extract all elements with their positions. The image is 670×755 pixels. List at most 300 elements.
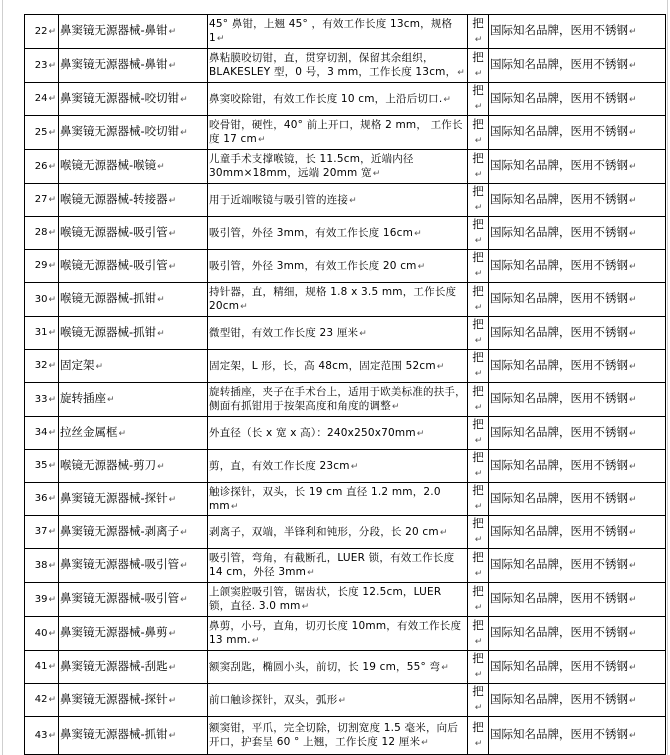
- item-unit-text: 把: [472, 283, 484, 298]
- paragraph-mark-icon: ↵: [629, 261, 637, 272]
- paragraph-mark-icon: ↵: [180, 94, 188, 105]
- item-unit-text: 把: [472, 383, 484, 398]
- row-number-text: 28: [34, 227, 48, 238]
- item-note: [489, 116, 666, 150]
- item-spec: [208, 684, 468, 717]
- item-spec-text: 吸引管，外径 3mm，有效工作长度 20 cm: [209, 259, 417, 272]
- item-name: [59, 583, 208, 617]
- paragraph-mark-icon: ↵: [349, 195, 357, 206]
- row-number: [25, 483, 59, 516]
- item-unit: [468, 317, 489, 350]
- row-number: [25, 15, 59, 49]
- item-name-text: 喉镜无源器械-转接器: [60, 191, 168, 206]
- paragraph-mark-icon: ↵: [474, 436, 483, 446]
- paragraph-mark-icon: ↵: [474, 636, 483, 647]
- item-name-text: 鼻窦镜无源器械-吸引管: [60, 557, 180, 571]
- paragraph-mark-icon: ↵: [180, 128, 188, 138]
- row-number: [25, 283, 59, 317]
- item-unit-text: 把: [472, 450, 484, 464]
- paragraph-mark-icon: ↵: [307, 568, 315, 578]
- paragraph-mark-icon: ↵: [629, 195, 637, 206]
- table-row: [25, 49, 666, 83]
- item-name: [59, 483, 208, 516]
- item-unit: [468, 150, 489, 184]
- paragraph-mark-icon: ↵: [157, 461, 165, 472]
- item-spec-text: 前口触诊探针，双头，弧形: [209, 693, 338, 706]
- row-number-text: 34: [34, 427, 48, 438]
- table-row: [25, 617, 666, 651]
- row-number: [25, 49, 59, 83]
- item-spec: [208, 383, 468, 417]
- item-spec-text: 额窦刮匙，椭圆小头，前切，长 19 cm，55° 弯: [209, 660, 441, 673]
- item-name-text: 喉镜无源器械-吸引管: [60, 224, 168, 239]
- paragraph-mark-icon: ↵: [474, 738, 483, 749]
- item-spec-text: 鼻粘膜咬切钳，直，贯穿切割，保留其余组织，BLAKESLEY 型，0 号，3 mm，工作长度 13cm，: [209, 52, 457, 78]
- paragraph-mark-icon: ↵: [629, 128, 637, 138]
- item-spec: [208, 450, 468, 483]
- item-note-text: 国际知名品牌，医用不锈钢: [490, 257, 628, 272]
- item-unit-text: 把: [472, 49, 484, 64]
- paragraph-mark-icon: ↵: [474, 502, 483, 512]
- item-name-text: 鼻窦镜无源器械-刮匙: [60, 658, 168, 673]
- item-name-text: 鼻窦镜无源器械-鼻剪: [60, 625, 168, 639]
- item-name-text: 喉镜无源器械-喉镜: [60, 158, 157, 172]
- item-note-text: 国际知名品牌，医用不锈钢: [490, 357, 628, 372]
- paragraph-mark-icon: ↵: [474, 302, 483, 313]
- row-number-text: 32: [34, 360, 48, 371]
- row-number-text: 35: [34, 460, 48, 471]
- item-spec-text: 持针器，直，精细，规格 1.8 x 3.5 mm，工作长度 20cm: [209, 286, 457, 312]
- paragraph-mark-icon: ↵: [48, 294, 56, 305]
- item-unit-text: 把: [472, 150, 484, 165]
- row-number: [25, 250, 59, 283]
- item-note-text: 国际知名品牌，医用不锈钢: [490, 557, 628, 571]
- item-unit: [468, 417, 489, 450]
- item-spec: [208, 150, 468, 184]
- item-name-text: 喉镜无源器械-抓钳: [60, 291, 157, 305]
- paragraph-mark-icon: ↵: [474, 369, 483, 379]
- paragraph-mark-icon: ↵: [168, 695, 177, 706]
- paragraph-mark-icon: ↵: [629, 328, 637, 339]
- item-note-text: 国际知名品牌，医用不锈钢: [490, 90, 628, 105]
- item-note-text: 国际知名品牌，医用不锈钢: [490, 457, 628, 472]
- paragraph-mark-icon: ↵: [474, 102, 483, 112]
- row-number-text: 25: [34, 126, 48, 138]
- row-number: [25, 450, 59, 483]
- paragraph-mark-icon: ↵: [414, 228, 422, 239]
- paragraph-mark-icon: ↵: [180, 527, 188, 538]
- item-name: [59, 617, 208, 651]
- item-spec: [208, 250, 468, 283]
- item-note-text: 国际知名品牌，医用不锈钢: [490, 291, 628, 305]
- item-name-text: 鼻窦镜无源器械-抓钳: [60, 727, 168, 741]
- item-note: [489, 383, 666, 417]
- item-unit-text: 把: [472, 651, 484, 665]
- table-row: [25, 717, 666, 755]
- paragraph-mark-icon: ↵: [168, 629, 177, 639]
- item-spec: [208, 549, 468, 583]
- item-spec-text: 咬骨钳，硬性，40° 前上开口，规格 2 mm， 工作长度 17 cm: [209, 119, 463, 145]
- item-unit-text: 把: [472, 317, 484, 331]
- item-spec: [208, 15, 468, 49]
- item-spec-text: 触诊探针，双头，长 19 cm 直径 1.2 mm，2.0 mm: [209, 485, 441, 512]
- table-row: [25, 483, 666, 516]
- paragraph-mark-icon: ↵: [168, 27, 177, 37]
- item-note: [489, 717, 666, 755]
- table-row: [25, 684, 666, 717]
- item-name-text: 鼻窦镜无源器械-吸引管: [60, 591, 180, 605]
- item-unit: [468, 350, 489, 383]
- paragraph-mark-icon: ↵: [48, 428, 56, 438]
- paragraph-mark-icon: ↵: [338, 695, 347, 706]
- item-note-text: 国际知名品牌，医用不锈钢: [490, 727, 628, 741]
- row-number-text: 29: [34, 260, 48, 271]
- item-unit-text: 把: [472, 350, 484, 364]
- item-unit: [468, 116, 489, 150]
- paragraph-mark-icon: ↵: [629, 629, 637, 639]
- row-number-text: 43: [34, 729, 48, 741]
- item-name: [59, 383, 208, 417]
- row-number: [25, 549, 59, 583]
- paragraph-mark-icon: ↵: [629, 94, 637, 105]
- row-number-text: 27: [34, 194, 48, 205]
- item-name: [59, 283, 208, 317]
- item-note-text: 国际知名品牌，医用不锈钢: [490, 625, 628, 639]
- item-note-text: 国际知名品牌，医用不锈钢: [490, 57, 628, 71]
- item-name: [59, 417, 208, 450]
- item-note-text: 国际知名品牌，医用不锈钢: [490, 191, 628, 206]
- row-number: [25, 150, 59, 184]
- paragraph-mark-icon: ↵: [629, 695, 637, 706]
- item-unit: [468, 217, 489, 250]
- paragraph-mark-icon: ↵: [350, 461, 359, 472]
- item-name-text: 喉镜无源器械-吸引管: [60, 257, 168, 272]
- item-note: [489, 350, 666, 383]
- item-note-text: 国际知名品牌，医用不锈钢: [490, 224, 628, 239]
- table-row: [25, 583, 666, 617]
- paragraph-mark-icon: ↵: [48, 730, 56, 741]
- item-name-text: 鼻窦镜无源器械-咬切钳: [60, 124, 180, 138]
- item-note-text: 国际知名品牌，医用不锈钢: [490, 324, 628, 339]
- table-row: [25, 184, 666, 217]
- item-unit: [468, 549, 489, 583]
- item-unit-text: 把: [472, 617, 484, 632]
- paragraph-mark-icon: ↵: [48, 60, 56, 71]
- item-spec-text: 固定架，L 形，长，高 48cm，固定范围 52cm: [209, 359, 436, 372]
- row-number: [25, 217, 59, 250]
- item-unit-text: 把: [472, 417, 484, 431]
- paragraph-mark-icon: ↵: [629, 27, 637, 37]
- item-name: [59, 217, 208, 250]
- row-number-text: 38: [34, 559, 48, 571]
- item-note: [489, 317, 666, 350]
- paragraph-mark-icon: ↵: [629, 527, 637, 538]
- item-spec-text: 鼻剪，小号，直角，切刃长度 10mm，有效工作长度 13 mm.: [209, 620, 462, 646]
- table-row: [25, 116, 666, 150]
- item-unit: [468, 15, 489, 49]
- table-row: [25, 83, 666, 116]
- item-note-text: 国际知名品牌，医用不锈钢: [490, 391, 628, 405]
- item-note: [489, 583, 666, 617]
- item-spec: [208, 617, 468, 651]
- paragraph-mark-icon: ↵: [168, 662, 177, 673]
- paragraph-mark-icon: ↵: [180, 595, 188, 605]
- paragraph-mark-icon: ↵: [629, 61, 637, 71]
- paragraph-mark-icon: ↵: [48, 261, 56, 271]
- item-spec-text: 45° 鼻钳，上翘 45° ，有效工作长度 13cm，规格 1: [209, 18, 453, 44]
- item-note: [489, 83, 666, 116]
- paragraph-mark-icon: ↵: [240, 302, 248, 312]
- table-row: [25, 383, 666, 417]
- item-unit: [468, 617, 489, 651]
- item-note: [489, 450, 666, 483]
- row-number: [25, 516, 59, 549]
- paragraph-mark-icon: ↵: [118, 428, 127, 439]
- item-name: [59, 150, 208, 184]
- item-unit-text: 把: [472, 583, 484, 598]
- table-row: [25, 417, 666, 450]
- item-note: [489, 417, 666, 450]
- item-note-text: 国际知名品牌，医用不锈钢: [490, 158, 628, 172]
- paragraph-mark-icon: ↵: [216, 34, 225, 44]
- item-name-text: 固定架: [60, 357, 95, 372]
- item-unit: [468, 250, 489, 283]
- paragraph-mark-icon: ↵: [457, 68, 466, 78]
- row-number-text: 42: [34, 694, 48, 705]
- paragraph-mark-icon: ↵: [168, 195, 177, 206]
- item-unit-text: 把: [472, 116, 484, 131]
- item-unit-text: 把: [472, 83, 484, 97]
- item-unit-text: 把: [472, 184, 484, 198]
- row-number: [25, 651, 59, 684]
- paragraph-mark-icon: ↵: [443, 94, 452, 105]
- item-note: [489, 150, 666, 184]
- item-unit: [468, 49, 489, 83]
- item-spec: [208, 483, 468, 516]
- item-unit: [468, 83, 489, 116]
- row-number-text: 22: [34, 25, 48, 37]
- item-unit: [468, 583, 489, 617]
- paragraph-mark-icon: ↵: [48, 328, 56, 338]
- paragraph-mark-icon: ↵: [474, 703, 483, 713]
- item-unit-text: 把: [472, 549, 484, 564]
- table-row: [25, 450, 666, 483]
- item-note: [489, 49, 666, 83]
- paragraph-mark-icon: ↵: [474, 68, 483, 79]
- paragraph-mark-icon: ↵: [48, 228, 56, 238]
- item-unit-text: 把: [472, 719, 484, 734]
- paragraph-mark-icon: ↵: [168, 228, 177, 239]
- item-name: [59, 450, 208, 483]
- item-name: [59, 184, 208, 217]
- row-number-text: 39: [34, 593, 48, 605]
- item-unit: [468, 717, 489, 755]
- item-unit: [468, 383, 489, 417]
- item-spec-text: 上颌窦腔吸引管，锯齿状，长度 12.5cm，LUER 锁，直径. 3.0 mm: [209, 586, 442, 612]
- item-spec: [208, 217, 468, 250]
- item-name-text: 鼻窦镜无源器械-鼻钳: [60, 23, 168, 37]
- paragraph-mark-icon: ↵: [474, 535, 483, 545]
- item-unit: [468, 283, 489, 317]
- item-name: [59, 317, 208, 350]
- item-unit-text: 把: [472, 516, 484, 530]
- item-unit-text: 把: [472, 684, 484, 698]
- row-number: [25, 417, 59, 450]
- row-number-text: 24: [34, 93, 48, 104]
- paragraph-mark-icon: ↵: [230, 501, 239, 512]
- item-note: [489, 283, 666, 317]
- paragraph-mark-icon: ↵: [474, 169, 483, 180]
- paragraph-mark-icon: ↵: [251, 636, 260, 646]
- item-note-text: 国际知名品牌，医用不锈钢: [490, 490, 628, 505]
- paragraph-mark-icon: ↵: [48, 94, 56, 104]
- paragraph-mark-icon: ↵: [48, 628, 56, 639]
- paragraph-mark-icon: ↵: [629, 461, 637, 472]
- paragraph-mark-icon: ↵: [168, 494, 177, 505]
- item-note: [489, 651, 666, 684]
- paragraph-mark-icon: ↵: [629, 494, 637, 505]
- paragraph-mark-icon: ↵: [48, 662, 56, 672]
- item-name-text: 鼻窦镜无源器械-探针: [60, 490, 168, 505]
- item-unit: [468, 651, 489, 684]
- item-name-text: 喉镜无源器械-抓钳: [60, 324, 157, 339]
- item-spec: [208, 583, 468, 617]
- item-name-text: 喉镜无源器械-剪刀: [60, 457, 157, 472]
- paragraph-mark-icon: ↵: [168, 261, 177, 272]
- paragraph-mark-icon: ↵: [629, 595, 637, 605]
- table-row: [25, 651, 666, 684]
- item-note-text: 国际知名品牌，医用不锈钢: [490, 658, 628, 673]
- row-number-text: 30: [34, 293, 48, 305]
- paragraph-mark-icon: ↵: [48, 161, 56, 172]
- item-spec: [208, 283, 468, 317]
- item-unit-text: 把: [472, 15, 484, 30]
- table-row: [25, 15, 666, 49]
- item-note: [489, 516, 666, 549]
- table-row: [25, 317, 666, 350]
- table-row: [25, 283, 666, 317]
- row-number: [25, 684, 59, 717]
- paragraph-mark-icon: ↵: [48, 695, 56, 705]
- paragraph-mark-icon: ↵: [421, 738, 429, 748]
- item-name: [59, 49, 208, 83]
- paragraph-mark-icon: ↵: [629, 295, 637, 305]
- item-unit: [468, 684, 489, 717]
- item-spec: [208, 184, 468, 217]
- item-spec-text: 吸引管，外径 3mm，有效工作长度 16cm: [209, 226, 414, 239]
- item-note: [489, 184, 666, 217]
- item-name: [59, 83, 208, 116]
- table-row: [25, 549, 666, 583]
- paragraph-mark-icon: ↵: [629, 162, 637, 172]
- item-name: [59, 116, 208, 150]
- item-name-text: 旋转插座: [60, 391, 106, 405]
- item-name-text: 拉丝金属框: [60, 424, 118, 439]
- item-spec: [208, 717, 468, 755]
- paragraph-mark-icon: ↵: [474, 236, 483, 246]
- paragraph-mark-icon: ↵: [629, 428, 637, 439]
- item-name: [59, 350, 208, 383]
- paragraph-mark-icon: ↵: [257, 135, 266, 145]
- item-spec-text: 外直径（长 x 宽 x 高）：240x250x70mm: [209, 426, 416, 439]
- paragraph-mark-icon: ↵: [474, 402, 483, 413]
- paragraph-mark-icon: ↵: [48, 494, 56, 504]
- margin-guide: [667, 0, 668, 755]
- item-note: [489, 217, 666, 250]
- paragraph-mark-icon: ↵: [157, 162, 165, 172]
- paragraph-mark-icon: ↵: [301, 602, 310, 612]
- row-number: [25, 383, 59, 417]
- paragraph-mark-icon: ↵: [474, 336, 483, 346]
- paragraph-mark-icon: ↵: [474, 670, 483, 680]
- row-number: [25, 83, 59, 116]
- row-number: [25, 717, 59, 755]
- item-name: [59, 717, 208, 755]
- item-spec-text: 用于近端喉镜与吸引管的连接: [209, 193, 349, 206]
- paragraph-mark-icon: ↵: [629, 731, 637, 741]
- paragraph-mark-icon: ↵: [629, 395, 637, 405]
- item-spec: [208, 651, 468, 684]
- table-row: [25, 250, 666, 283]
- row-number-text: 31: [34, 327, 48, 338]
- paragraph-mark-icon: ↵: [474, 34, 483, 45]
- paragraph-mark-icon: ↵: [48, 461, 56, 471]
- margin-guide: [2, 0, 3, 755]
- paragraph-mark-icon: ↵: [416, 428, 425, 439]
- item-name: [59, 15, 208, 49]
- row-number-text: 37: [34, 526, 48, 537]
- item-note-text: 国际知名品牌，医用不锈钢: [490, 124, 628, 138]
- item-name-text: 鼻窦镜无源器械-探针: [60, 691, 168, 706]
- row-number: [25, 583, 59, 617]
- row-number: [25, 184, 59, 217]
- item-spec-text: 鼻窦咬除钳，有效工作长度 10 cm，上沿后切口.: [209, 92, 443, 105]
- paragraph-mark-icon: ↵: [474, 469, 483, 479]
- paragraph-mark-icon: ↵: [48, 560, 56, 571]
- row-number-text: 40: [34, 627, 48, 639]
- row-number-text: 26: [34, 160, 48, 172]
- row-number-text: 23: [34, 59, 48, 71]
- item-unit: [468, 450, 489, 483]
- item-note: [489, 15, 666, 49]
- item-note: [489, 250, 666, 283]
- paragraph-mark-icon: ↵: [474, 568, 483, 579]
- item-name: [59, 516, 208, 549]
- row-number: [25, 317, 59, 350]
- table-row: [25, 150, 666, 184]
- item-note-text: 国际知名品牌，医用不锈钢: [490, 523, 628, 538]
- item-note: [489, 549, 666, 583]
- item-unit-text: 把: [472, 483, 484, 497]
- item-name: [59, 250, 208, 283]
- table-row: [25, 516, 666, 549]
- item-note-text: 国际知名品牌，医用不锈钢: [490, 591, 628, 605]
- row-number-text: 36: [34, 493, 48, 504]
- table-body: [25, 15, 666, 755]
- item-note: [489, 684, 666, 717]
- paragraph-mark-icon: ↵: [48, 527, 56, 537]
- paragraph-mark-icon: ↵: [629, 662, 637, 673]
- item-note: [489, 483, 666, 516]
- item-spec-text: 剪，直，有效工作长度 23cm: [209, 459, 350, 472]
- paragraph-mark-icon: ↵: [48, 127, 56, 138]
- item-note-text: 国际知名品牌，医用不锈钢: [490, 23, 628, 37]
- row-number-text: 33: [34, 393, 48, 405]
- paragraph-mark-icon: ↵: [629, 228, 637, 239]
- item-unit: [468, 184, 489, 217]
- item-name-text: 鼻窦镜无源器械-咬切钳: [60, 90, 180, 105]
- paragraph-mark-icon: ↵: [391, 402, 400, 412]
